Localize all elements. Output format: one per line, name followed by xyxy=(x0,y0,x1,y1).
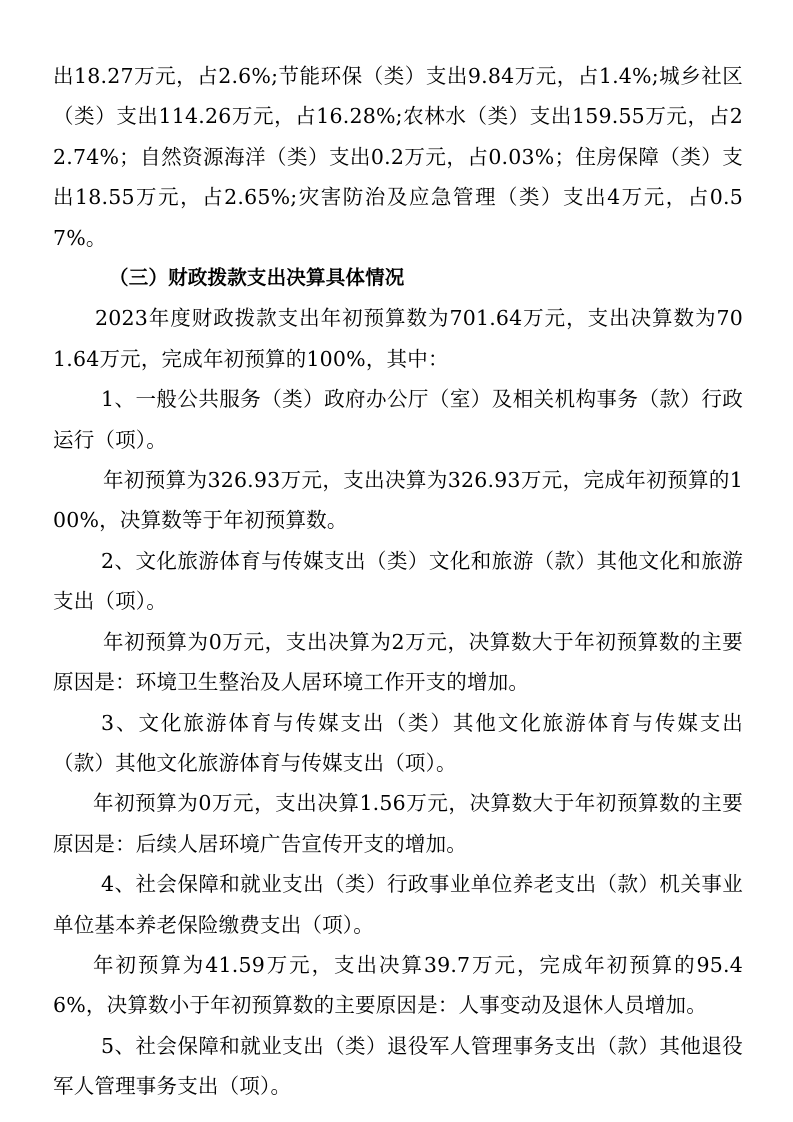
item-2-detail: 年初预算为0万元，支出决算为2万元，决算数大于年初预算数的主要原因是：环境卫生整治及人居环境工作开支的增加。 xyxy=(53,629,743,695)
item-3-detail: 年初预算为0万元，支出决算1.56万元，决算数大于年初预算数的主要原因是：后续人居环境广告宣传开支的增加。 xyxy=(53,791,743,856)
paragraph-fiscal-summary: 2023年度财政拨款支出年初预算数为701.64万元，支出决算数为701.64万元，完成年初预算的100%，其中： xyxy=(53,306,743,371)
paragraph-expenditure-breakdown: 出18.27万元，占2.6%;节能环保（类）支出9.84万元，占1.4%;城乡社区（类）支出114.26万元，占16.28%;农林水（类）支出159.55万元，占22.74%；自然资源海洋（类）支出0.2万元，占0.03%；住房保障（类）支出18.55万元，占2.65%;灾害防治及应急管理（类）支出4万元，占0.57%。 xyxy=(53,64,743,250)
item-3-title: 3、文化旅游体育与传媒支出（类）其他文化旅游体育与传媒支出（款）其他文化旅游体育与传媒支出（项）。 xyxy=(53,710,743,775)
item-1-title: 1、一般公共服务（类）政府办公厅（室）及相关机构事务（款）行政运行（项）。 xyxy=(53,387,743,452)
item-2-title: 2、文化旅游体育与传媒支出（类）文化和旅游（款）其他文化和旅游支出（项）。 xyxy=(53,548,743,614)
item-1-detail: 年初预算为326.93万元，支出决算为326.93万元，完成年初预算的100%，决算数等于年初预算数。 xyxy=(53,468,743,533)
item-4-title: 4、社会保障和就业支出（类）行政事业单位养老支出（款）机关事业单位基本养老保险缴费支出（项）。 xyxy=(53,872,743,937)
section-heading-fiscal-appropriation: （三）财政拨款支出决算具体情况 xyxy=(109,266,405,290)
document-body xyxy=(53,56,743,1107)
item-4-detail: 年初预算为41.59万元，支出决算39.7万元，完成年初预算的95.46%，决算数小于年初预算数的主要原因是：人事变动及退休人员增加。 xyxy=(53,952,743,1018)
item-5-title: 5、社会保障和就业支出（类）退役军人管理事务支出（款）其他退役军人管理事务支出（项）。 xyxy=(53,1033,743,1099)
